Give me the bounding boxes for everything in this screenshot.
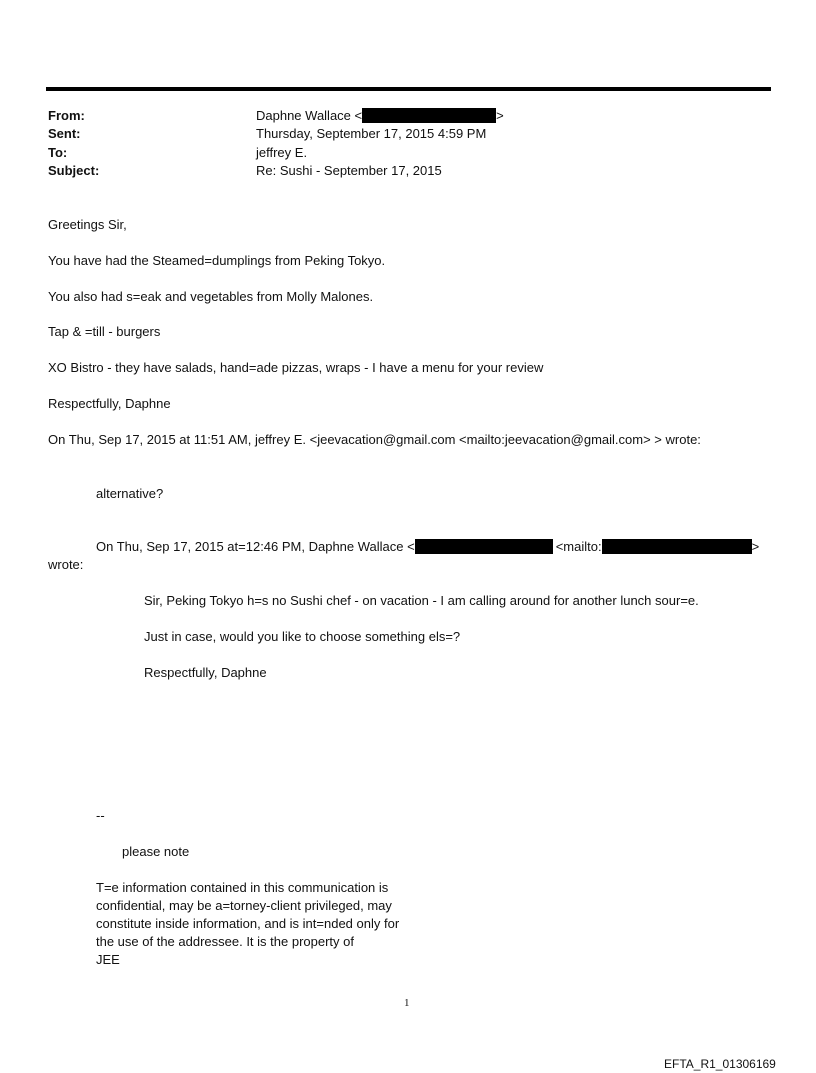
body-line-1: You have had the Steamed=dumplings from Peking Tokyo.	[48, 253, 386, 268]
quote-2-close: >	[751, 539, 760, 554]
signoff: Respectfully, Daphne	[48, 396, 171, 411]
header-rule	[46, 87, 771, 91]
quote-1-header: On Thu, Sep 17, 2015 at 11:51 AM, jeffrey E. <jeevacation@gmail.com <mailto:jeevacation@gmail.com> > wrote:	[48, 432, 701, 447]
quote-2-signoff: Respectfully, Daphne	[144, 665, 267, 680]
greeting: Greetings Sir,	[48, 217, 127, 232]
bates-number: EFTA_R1_01306169	[664, 1057, 776, 1071]
redaction-box	[602, 539, 752, 554]
from-close: >	[496, 108, 504, 123]
disclaimer-line: T=e information contained in this communication is	[96, 880, 389, 895]
sent-value: Thursday, September 17, 2015 4:59 PM	[256, 126, 487, 141]
signature-dashes: --	[96, 808, 105, 823]
page-number: 1	[404, 997, 410, 1009]
sent-label: Sent:	[48, 126, 81, 141]
from-name: Daphne Wallace <	[256, 108, 363, 123]
disclaimer-line: confidential, may be a=torney-client privileged, may	[96, 898, 392, 913]
quote-2-line-1: Sir, Peking Tokyo h=s no Sushi chef - on vacation - I am calling around for another lunch sour=e.	[144, 593, 699, 608]
quote-1-text: alternative?	[96, 486, 164, 501]
quote-2-header-prefix: On Thu, Sep 17, 2015 at=12:46 PM, Daphne Wallace <	[96, 539, 415, 554]
redaction-box	[362, 108, 496, 123]
from-label: From:	[48, 108, 85, 123]
quote-2-line-2: Just in case, would you like to choose something els=?	[144, 629, 461, 644]
redaction-box	[415, 539, 553, 554]
disclaimer-line: constitute inside information, and is int=nded only for	[96, 916, 400, 931]
subject-label: Subject:	[48, 163, 100, 178]
disclaimer-line: the use of the addressee. It is the property of	[96, 934, 354, 949]
disclaimer-line: JEE	[96, 952, 120, 967]
body-line-3: Tap & =till - burgers	[48, 324, 161, 339]
disclaimer	[96, 879, 399, 969]
body-line-4: XO Bistro - they have salads, hand=ade pizzas, wraps - I have a menu for your review	[48, 360, 544, 375]
subject-value: Re: Sushi - September 17, 2015	[256, 163, 442, 178]
quote-2-mailto: <mailto:	[555, 539, 602, 554]
to-value: jeffrey E.	[256, 145, 308, 160]
from-value	[256, 108, 504, 124]
quote-2-header	[96, 539, 759, 555]
quote-2-wrote: wrote:	[48, 557, 84, 572]
to-label: To:	[48, 145, 68, 160]
body-line-2: You also had s=eak and vegetables from Molly Malones.	[48, 289, 374, 304]
please-note: please note	[122, 844, 190, 859]
